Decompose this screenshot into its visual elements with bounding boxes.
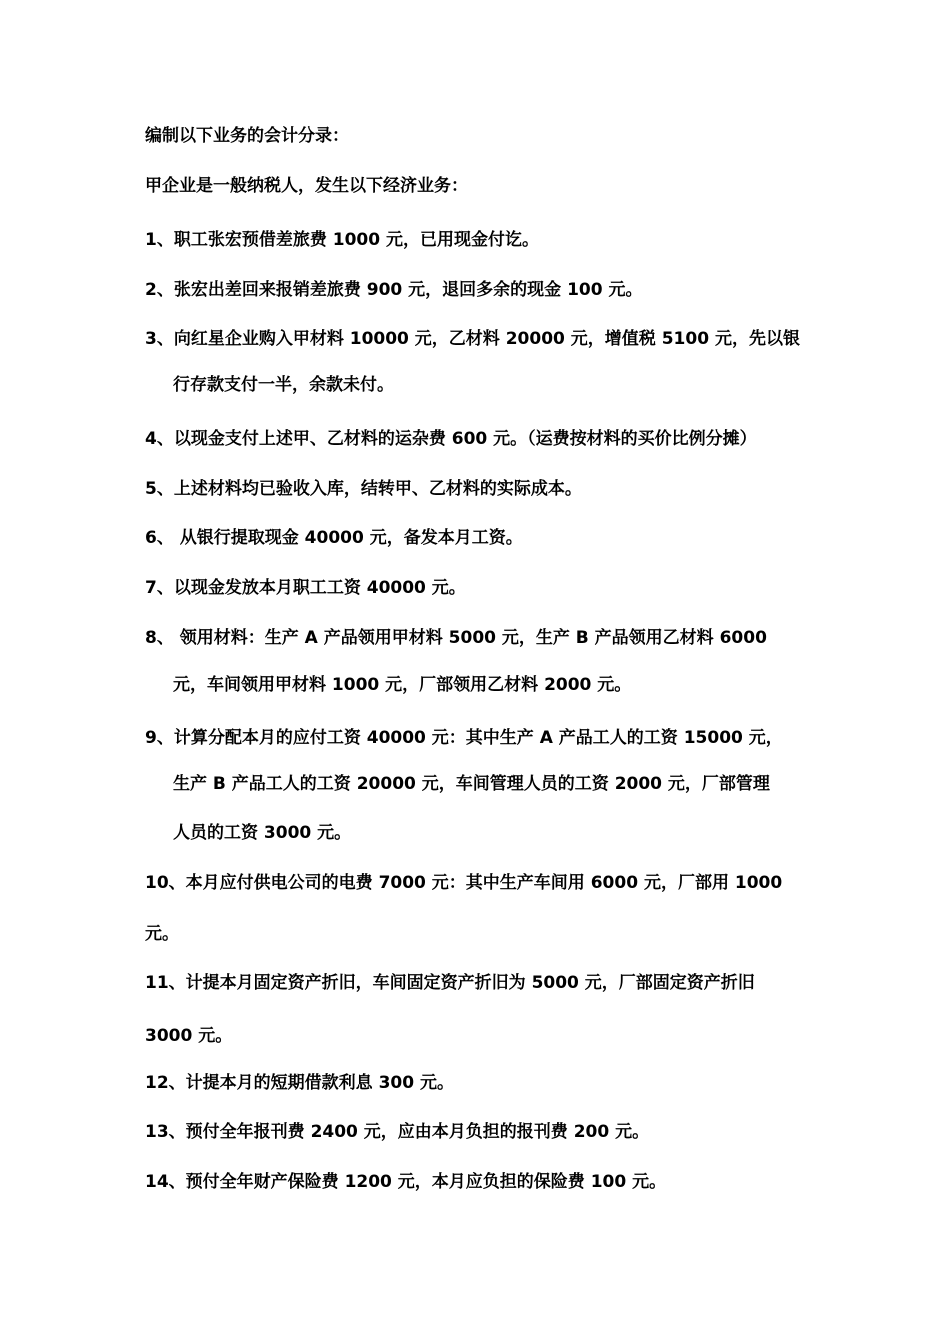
item-6: 6、 从银行提取现金 40000 元，备发本月工资。 <box>145 528 523 548</box>
item-11-continued: 3000 元。 <box>145 1026 233 1046</box>
item-9-continued-1: 生产 B 产品工人的工资 20000 元，车间管理人员的工资 2000 元，厂部管理 <box>173 774 770 794</box>
item-8-continued: 元，车间领用甲材料 1000 元，厂部领用乙材料 2000 元。 <box>173 675 632 695</box>
item-10: 10、本月应付供电公司的电费 7000 元：其中生产车间用 6000 元，厂部用 1000 <box>145 873 783 893</box>
item-4: 4、以现金支付上述甲、乙材料的运杂费 600 元。（运费按材料的买价比例分摊） <box>145 429 757 449</box>
item-11: 11、计提本月固定资产折旧，车间固定资产折旧为 5000 元，厂部固定资产折旧 <box>145 973 755 993</box>
item-8: 8、 领用材料：生产 A 产品领用甲材料 5000 元，生产 B 产品领用乙材料 6000 <box>145 628 767 648</box>
item-9-continued-2: 人员的工资 3000 元。 <box>173 823 352 843</box>
item-7: 7、以现金发放本月职工工资 40000 元。 <box>145 578 466 598</box>
item-14: 14、预付全年财产保险费 1200 元，本月应负担的保险费 100 元。 <box>145 1172 667 1192</box>
item-1: 1、职工张宏预借差旅费 1000 元，已用现金付讫。 <box>145 230 539 250</box>
heading-line: 编制以下业务的会计分录： <box>145 126 349 146</box>
item-12: 12、计提本月的短期借款利息 300 元。 <box>145 1073 454 1093</box>
item-10-continued: 元。 <box>145 924 179 944</box>
item-3: 3、向红星企业购入甲材料 10000 元，乙材料 20000 元，增值税 5100 元，先以银 <box>145 329 800 349</box>
item-5: 5、上述材料均已验收入库，结转甲、乙材料的实际成本。 <box>145 479 582 499</box>
item-3-continued: 行存款支付一半，余款未付。 <box>173 375 394 395</box>
intro-line: 甲企业是一般纳税人，发生以下经济业务： <box>145 176 468 196</box>
item-9: 9、计算分配本月的应付工资 40000 元：其中生产 A 产品工人的工资 15000 元， <box>145 728 783 748</box>
item-13: 13、预付全年报刊费 2400 元，应由本月负担的报刊费 200 元。 <box>145 1122 650 1142</box>
item-2: 2、张宏出差回来报销差旅费 900 元，退回多余的现金 100 元。 <box>145 280 643 300</box>
